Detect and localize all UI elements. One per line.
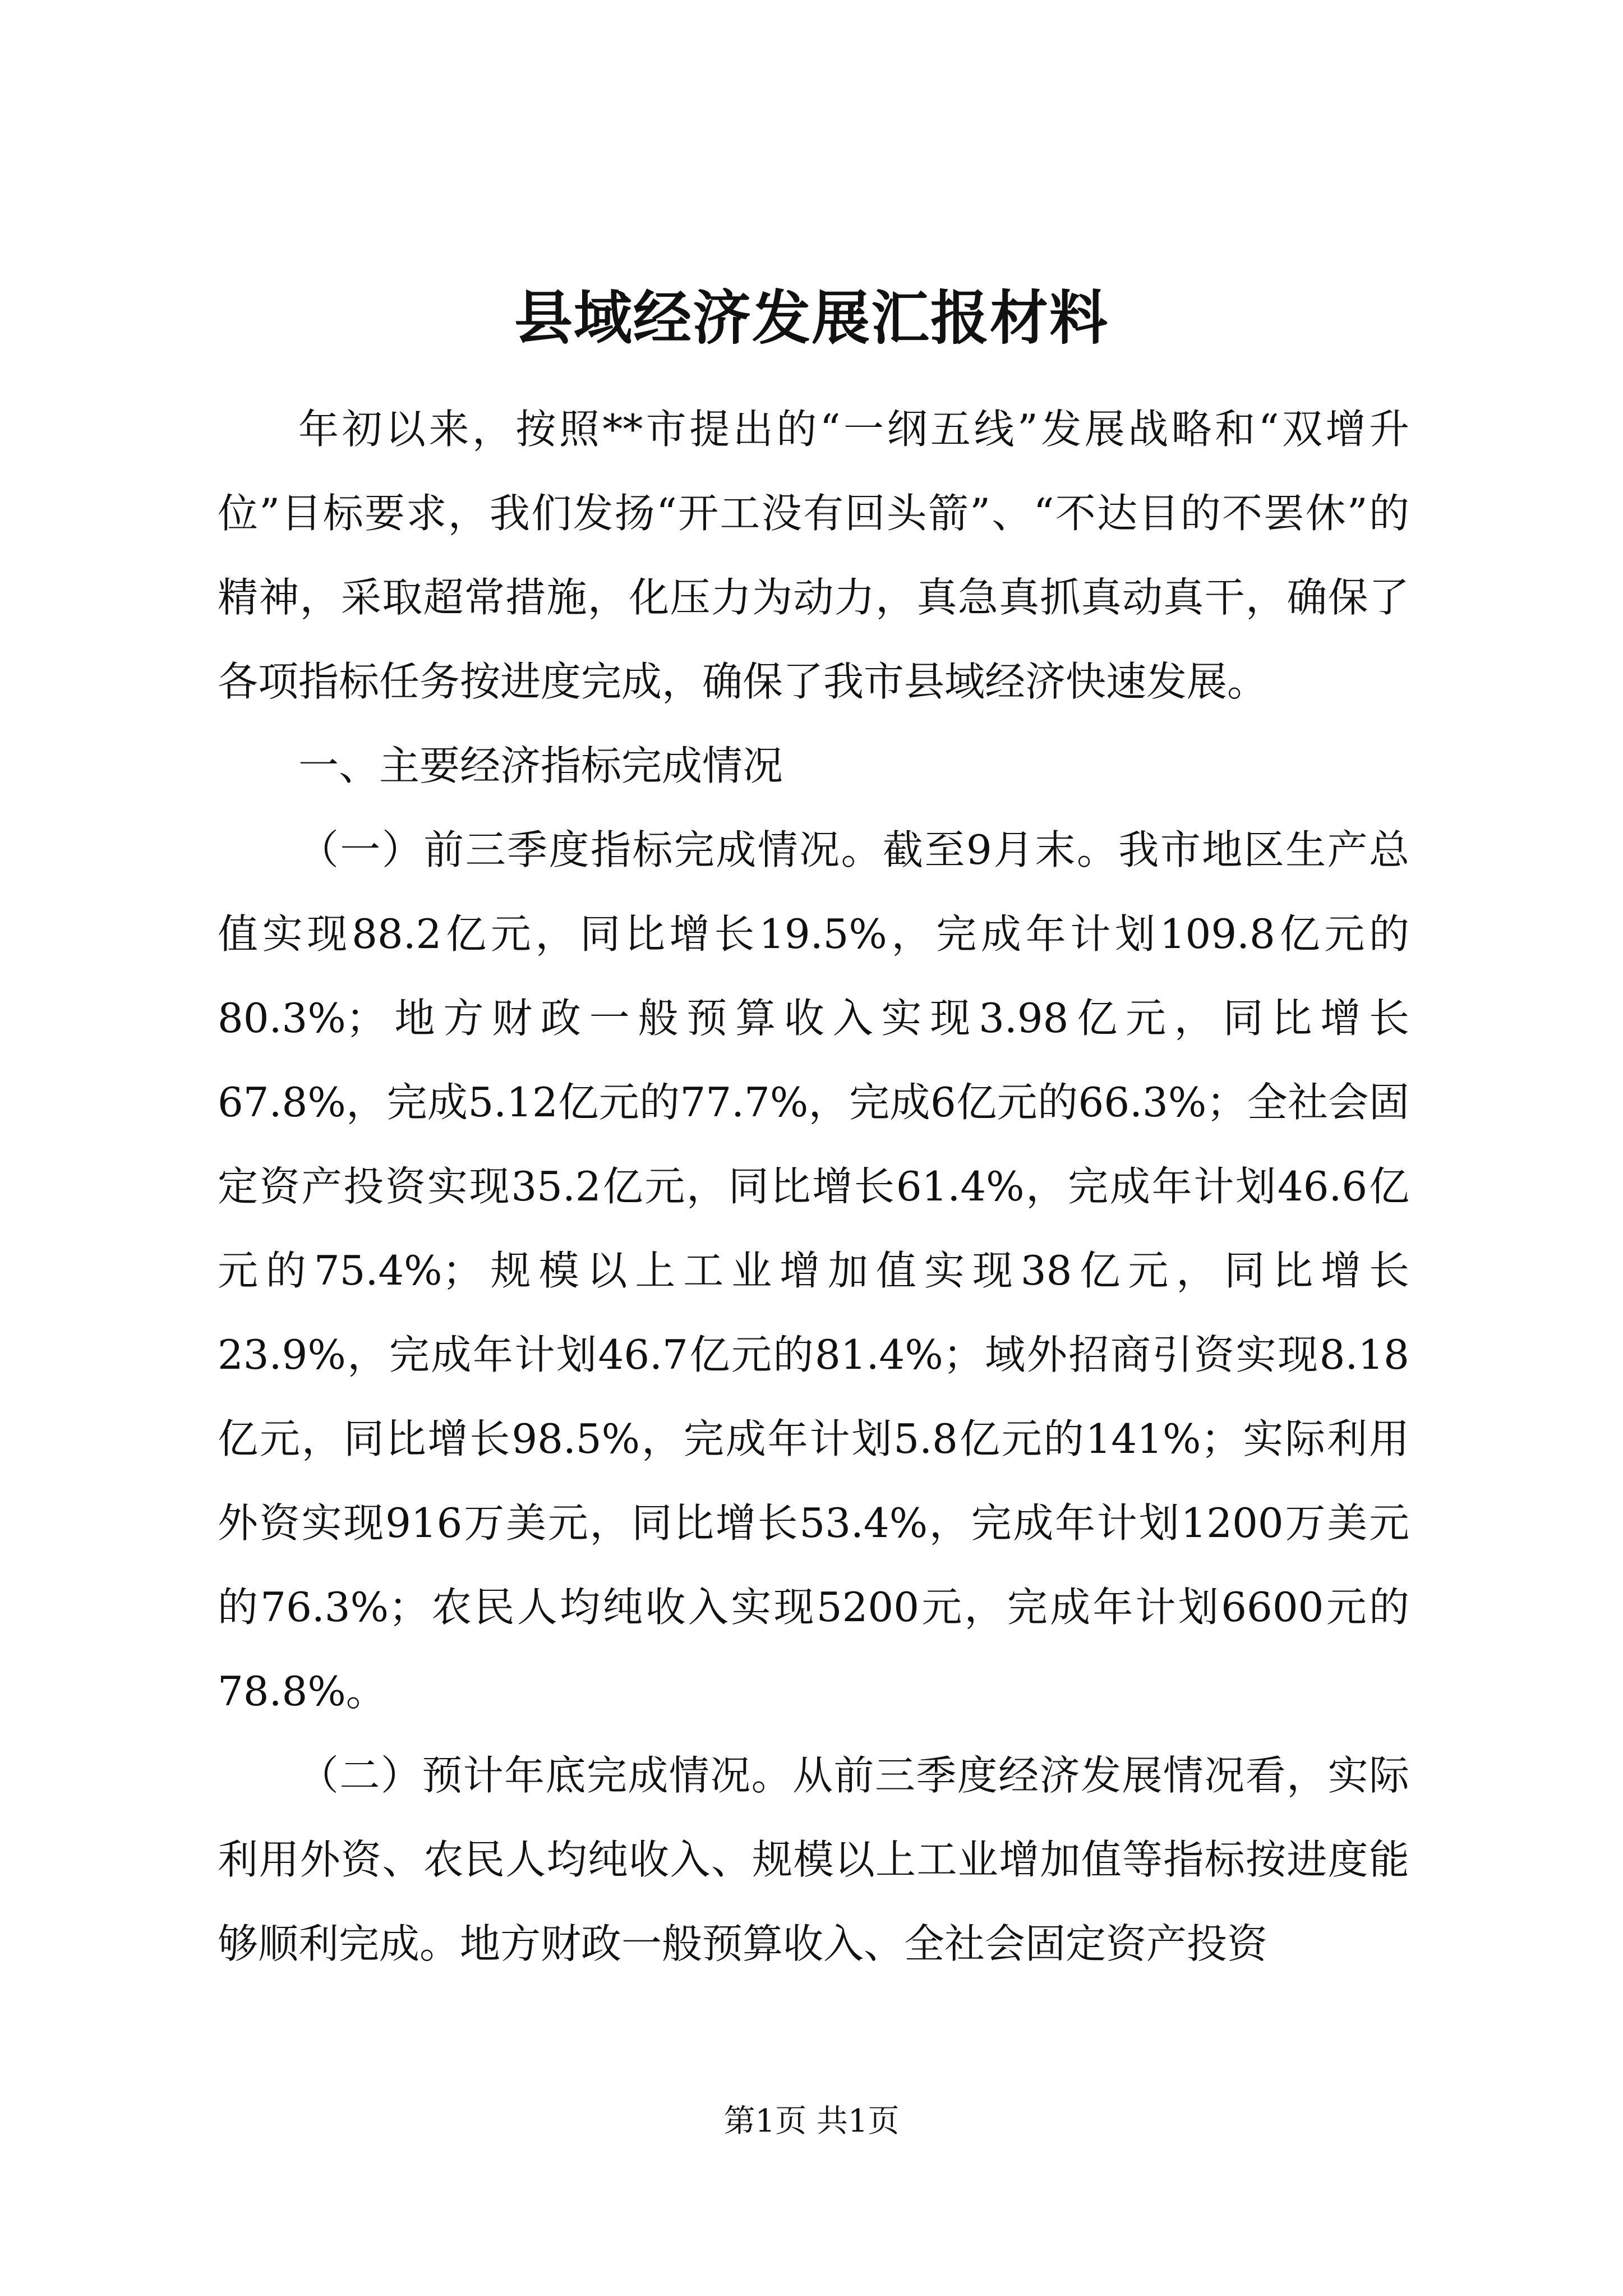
- page-footer: 第1页 共1页: [723, 2103, 900, 2139]
- section-heading: 一、主要经济指标完成情况: [298, 742, 783, 789]
- document-body: [218, 387, 1409, 1986]
- document-title: 县域经济发展汇报材料: [514, 283, 1109, 352]
- paragraph-q3-indicators: （一）前三季度指标完成情况。截至9月末。我市地区生产总值实现88.2亿元，同比增长19.5%，完成年计划109.8亿元的80.3%；地方财政一般预算收入实现3.98亿元，同比增长67.8%，完成5.12亿元的77.7%，完成6亿元的66.3%；全社会固定资产投资实现35.2亿元，同比增长61.4%，完成年计划46.6亿元的75.4%；规模以上工业增加值实现38亿元，同比增长23.9%，完成年计划46.7亿元的81.4%；域外招商引资实现8.18亿元，同比增长98.5%，完成年计划5.8亿元的141%；实际利用外资实现916万美元，同比增长53.4%，完成年计划1200万美元的76.3%；农民人均纯收入实现5200元，完成年计划6600元的78.8%。: [218, 826, 1409, 1715]
- intro-paragraph: 年初以来，按照**市提出的“一纲五线”发展战略和“双增升位”目标要求，我们发扬“开工没有回头箭”、“不达目的不罢休”的精神，采取超常措施，化压力为动力，真急真抓真动真干，确保了各项指标任务按进度完成，确保了我市县域经济快速发展。: [218, 406, 1409, 705]
- paragraph-year-end-forecast: （二）预计年底完成情况。从前三季度经济发展情况看，实际利用外资、农民人均纯收入、规模以上工业增加值等指标按进度能够顺利完成。地方财政一般预算收入、全社会固定资产投资: [218, 1752, 1409, 1967]
